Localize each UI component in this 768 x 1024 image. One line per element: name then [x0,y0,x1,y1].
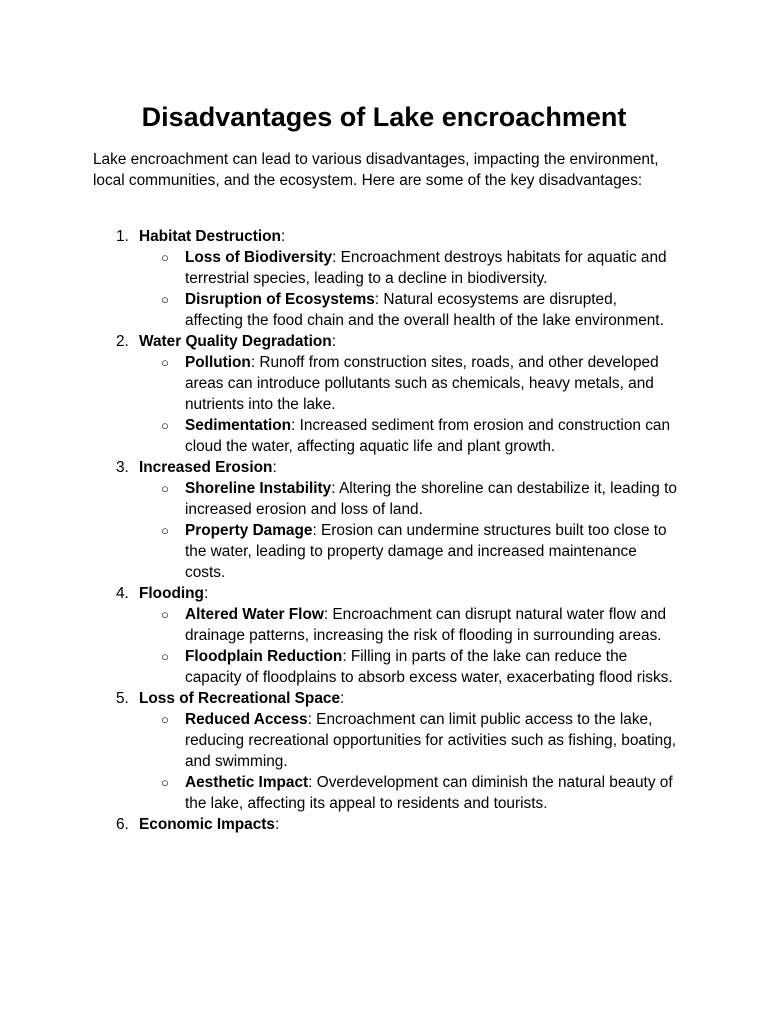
list-item-colon: : [340,690,345,707]
list-item-number: 5. [116,690,129,707]
sub-item-title: Property Damage [185,522,313,539]
hollow-circle-bullet-icon: ○ [161,250,169,265]
sub-item-text: : Encroachment can disrupt natural water flow and drainage patterns, increasing the risk of flooding in surrounding areas. [185,606,667,644]
list-item [0,583,768,688]
list-item-title: Flooding [139,585,204,602]
list-item-number: 4. [116,585,129,602]
sub-item-text: : Increased sediment from erosion and construction can cloud the water, affecting aquatic life and plant growth. [185,417,671,455]
list-item-colon: : [275,816,280,833]
sub-item-text: : Altering the shoreline can destabilize it, leading to increased erosion and loss of land. [185,480,677,518]
hollow-circle-bullet-icon: ○ [161,355,169,370]
sub-list-item [0,352,768,415]
sub-list-item [0,709,768,772]
sub-item-text: : Natural ecosystems are disrupted, affecting the food chain and the overall health of the lake environment. [185,291,664,329]
list-item-heading [0,226,768,247]
intro-paragraph: Lake encroachment can lead to various disadvantages, impacting the environment, local communities, and the ecosystem. Here are some of the key disadvantages: [93,151,659,189]
list-item [0,226,768,331]
list-item [0,814,768,835]
list-item-heading [0,457,768,478]
hollow-circle-bullet-icon: ○ [161,775,169,790]
list-item-number: 2. [116,333,129,350]
list-item-title: Increased Erosion [139,459,273,476]
sub-item-title: Disruption of Ecosystems [185,291,375,308]
sub-item-text: : Filling in parts of the lake can reduce the capacity of floodplains to absorb excess water, exacerbating flood risks. [185,648,673,686]
list-item-heading [0,331,768,352]
hollow-circle-bullet-icon: ○ [161,712,169,727]
list-item [0,331,768,457]
list-item-colon: : [272,459,277,476]
list-item-title: Water Quality Degradation [139,333,332,350]
list-item-colon: : [203,585,209,602]
sub-item-title: Sedimentation [185,417,292,434]
sub-item-title: Floodplain Reduction [185,648,343,665]
sub-list-item [0,415,768,457]
list-item [0,688,768,814]
list-item-colon: : [331,333,336,350]
sub-item-text: : Overdevelopment can diminish the natural beauty of the lake, affecting its appeal to residents and tourists. [185,774,673,812]
sub-list-item [0,289,768,331]
hollow-circle-bullet-icon: ○ [161,292,169,307]
sub-list-item [0,247,768,289]
list-item-title: Economic Impacts [139,816,275,833]
list-item-number: 1. [116,228,129,245]
sub-list-item [0,646,768,688]
sub-list-item [0,604,768,646]
list-item-title: Loss of Recreational Space [139,690,341,707]
sub-item-text: : Erosion can undermine structures built too close to the water, leading to property damage and increased maintenance costs. [185,522,667,581]
sub-list-item [0,520,768,583]
sub-item-title: Aesthetic Impact [185,774,309,791]
list-item-heading [0,688,768,709]
page-title: Disadvantages of Lake encroachment [141,102,627,132]
sub-item-title: Altered Water Flow [185,606,324,623]
sub-item-text: : Encroachment destroys habitats for aquatic and terrestrial species, leading to a decline in biodiversity. [185,249,667,287]
sub-item-title: Shoreline Instability [185,480,332,497]
sub-list-item [0,772,768,814]
list-item [0,457,768,583]
sub-item-title: Reduced Access [185,711,308,728]
sub-item-text: : Runoff from construction sites, roads, and other developed areas can introduce pollutants such as chemicals, heavy metals, and nutrients into the lake. [185,354,659,413]
sub-item-text: : Encroachment can limit public access to the lake, reducing recreational opportunities for activities such as fishing, boating, and swimming. [185,711,677,770]
list-item-heading [0,814,768,835]
list-item-title: Habitat Destruction [139,228,281,245]
sub-item-title: Loss of Biodiversity [185,249,333,266]
hollow-circle-bullet-icon: ○ [161,481,169,496]
list-item-number: 3. [116,459,129,476]
list-item-number: 6. [116,816,129,833]
hollow-circle-bullet-icon: ○ [161,649,169,664]
list-item-colon: : [280,228,286,245]
list-item-heading [0,583,768,604]
sub-item-title: Pollution [185,354,251,371]
hollow-circle-bullet-icon: ○ [161,607,169,622]
numbered-list [0,226,768,835]
hollow-circle-bullet-icon: ○ [161,418,169,433]
hollow-circle-bullet-icon: ○ [161,523,169,538]
sub-list-item [0,478,768,520]
